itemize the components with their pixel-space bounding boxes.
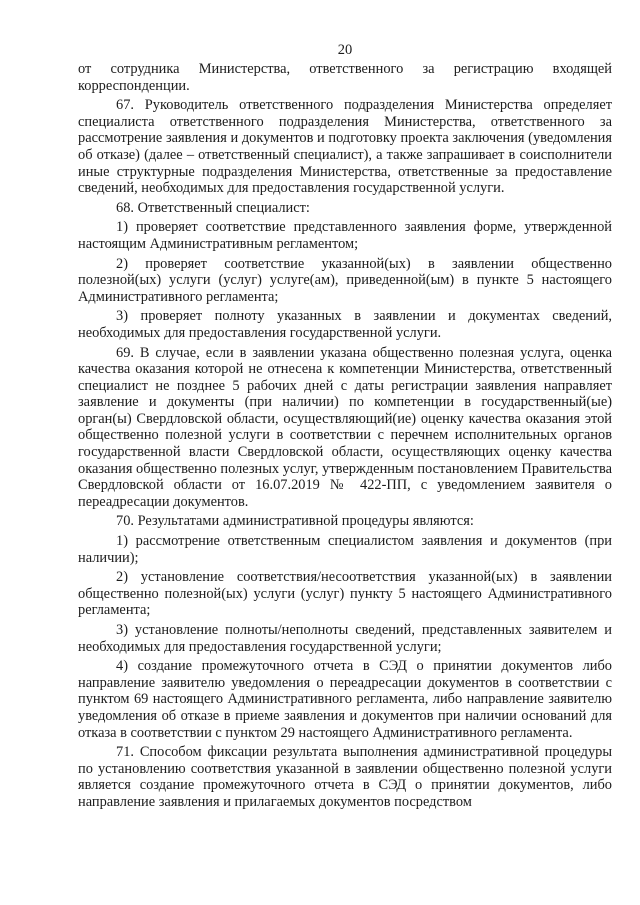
paragraph-p0: от сотрудника Министерства, ответственного за регистрацию входящей корреспонденции. — [78, 61, 612, 94]
paragraph-p69: 69. В случае, если в заявлении указана общественно полезная услуга, оценка качества оказания которой не отнесена к компетенции Министерства, ответственный специалист не позднее 5 рабочих дней с даты регистрации заявления направляет заявление и документы (при наличии) по компетенции в государственный(ые) орган(ы) Свердловской области, осуществляющий(ие) оценку качества оказания этой общественно полезной услуги в соответствии с перечнем исполнительных органов государственной власти Свердловской области, осуществляющих оценку качества оказания общественно полезных услуг, утвержденным постановлением Правительства Свердловской области от 16.07.2019 № 422-ПП, с уведомлением заявителя о переадресации документов. — [78, 344, 612, 510]
page-number: 20 — [337, 42, 353, 58]
paragraph-p68_3: 3) проверяет полноту указанных в заявлении и документах сведений, необходимых для предоставления государственной услуги. — [78, 308, 612, 341]
paragraph-p68_1: 1) проверяет соответствие представленного заявления форме, утвержденной настоящим Административным регламентом; — [78, 219, 612, 252]
paragraph-p70: 70. Результатами административной процедуры являются: — [116, 513, 474, 530]
paragraph-p68_2: 2) проверяет соответствие указанной(ых) в заявлении общественно полезной(ых) услуги (услуг) услуге(ам), приведенной(ым) в пункте 5 настоящего Административного регламента; — [78, 255, 612, 305]
paragraph-p67: 67. Руководитель ответственного подразделения Министерства определяет специалиста ответственного подразделения Министерства, ответственного за рассмотрение заявления и документов и подготовку проекта заключения (уведомления об отказе) (далее – ответственный специалист), а также запрашивает в соисполнители иные структурные подразделения Министерства, ответственные за предоставление сведений, необходимых для предоставления государственной услуги. — [78, 97, 612, 197]
paragraph-p70_1: 1) рассмотрение ответственным специалистом заявления и документов (при наличии); — [78, 533, 612, 566]
document-body — [78, 61, 612, 811]
paragraph-p71: 71. Способом фиксации результата выполнения административной процедуры по установлению соответствия указанной в заявлении общественно полезной услуги является создание промежуточного отчета в СЭД о принятии документов, либо направление заявления и прилагаемых документов посредством — [78, 744, 612, 810]
paragraph-p68: 68. Ответственный специалист: — [116, 199, 310, 216]
paragraph-p70_2: 2) установление соответствия/несоответствия указанной(ых) в заявлении общественно полезной(ых) услуги (услуг) пункту 5 настоящего Административного регламента; — [78, 569, 612, 619]
paragraph-p70_3: 3) установление полноты/неполноты сведений, представленных заявителем и необходимых для предоставления государственной услуги; — [78, 622, 612, 655]
paragraph-p70_4: 4) создание промежуточного отчета в СЭД о принятии документов либо направление заявителю уведомления о переадресации документов в соответствии с пунктом 69 настоящего Административного регламента, либо направление заявителю уведомления об отказе в приеме заявления и документов при наличии оснований для отказа в соответствии с пунктом 29 настоящего Административного регламента. — [78, 658, 612, 741]
